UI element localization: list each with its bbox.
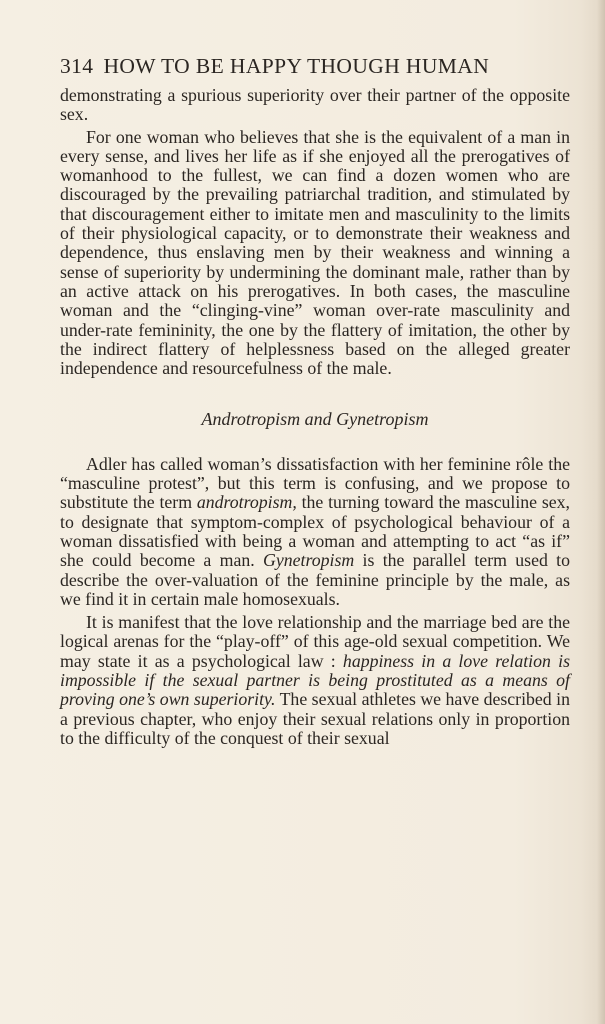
p3-text-2: the turning toward the masculine sex, to designate that symptom-complex of psychological behaviour of a woman dissatisfied with being a woman and attempting to act “as if” she could become a man. [60, 492, 570, 571]
running-title: HOW TO BE HAPPY THOUGH HUMAN [103, 54, 490, 78]
body-text [60, 86, 570, 748]
paragraph-continuation: demonstrating a spurious superiority over their partner of the opposite sex. [60, 85, 570, 125]
p4-text-2: The sexual athletes we have described in a previous chapter, who enjoy their sexual relations only in proportion to the difficulty of the conquest of their sexual [60, 689, 570, 748]
paragraph-love-relationship [60, 613, 570, 748]
page-edge-shadow [597, 0, 605, 1024]
section-heading: Androtropism and Gynetropism [201, 409, 429, 430]
term-gynetropism: Gynetropism [263, 550, 355, 571]
p3-text-3: is the parallel term used to describe the over-valuation of the feminine principle by the male, as we find it in certain male homosexuals. [60, 550, 570, 609]
p4-text-1: It is manifest that the love relationship and the marriage bed are the logical arenas for the “play-off” of this age-old sexual competition. We may state it as a psychological law : [60, 612, 570, 671]
psychological-law: happiness in a love relation is impossible if the sexual partner is being prostituted as a means of proving one’s own superiority. [60, 650, 570, 710]
term-androtropism: androtropism, [196, 492, 297, 513]
paragraph-adler-protest [60, 455, 570, 609]
running-head [60, 54, 572, 84]
paragraph-women-equivalence: For one woman who believes that she is the equivalent of a man in every sense, and lives her life as if she enjoyed all the prerogatives of womanhood to the fullest, we can find a dozen women who are discouraged by the prevailing patriarchal tradition, and stimulated by that discouragement either to imitate men and masculinity to the limits of their physiological capacity, or to demonstrate their weakness and dependence, thus enslaving men by their weakness and winning a sense of superiority by undermining the dominant male, rather than by an active attack on his prerogatives. In both cases, the masculine woman and the “clinging-vine” woman over-rate masculinity and under-rate femininity, the one by the flattery of imitation, the other by the indirect flattery of helplessness based on the alleged greater independence and resourcefulness of the male. [60, 126, 570, 379]
p3-text-1: Adler has called woman’s dissatisfaction with her feminine rôle the “masculine protest”, but this term is confusing, and we propose to substitute the term [60, 453, 570, 513]
page-number: 314 [60, 54, 94, 78]
